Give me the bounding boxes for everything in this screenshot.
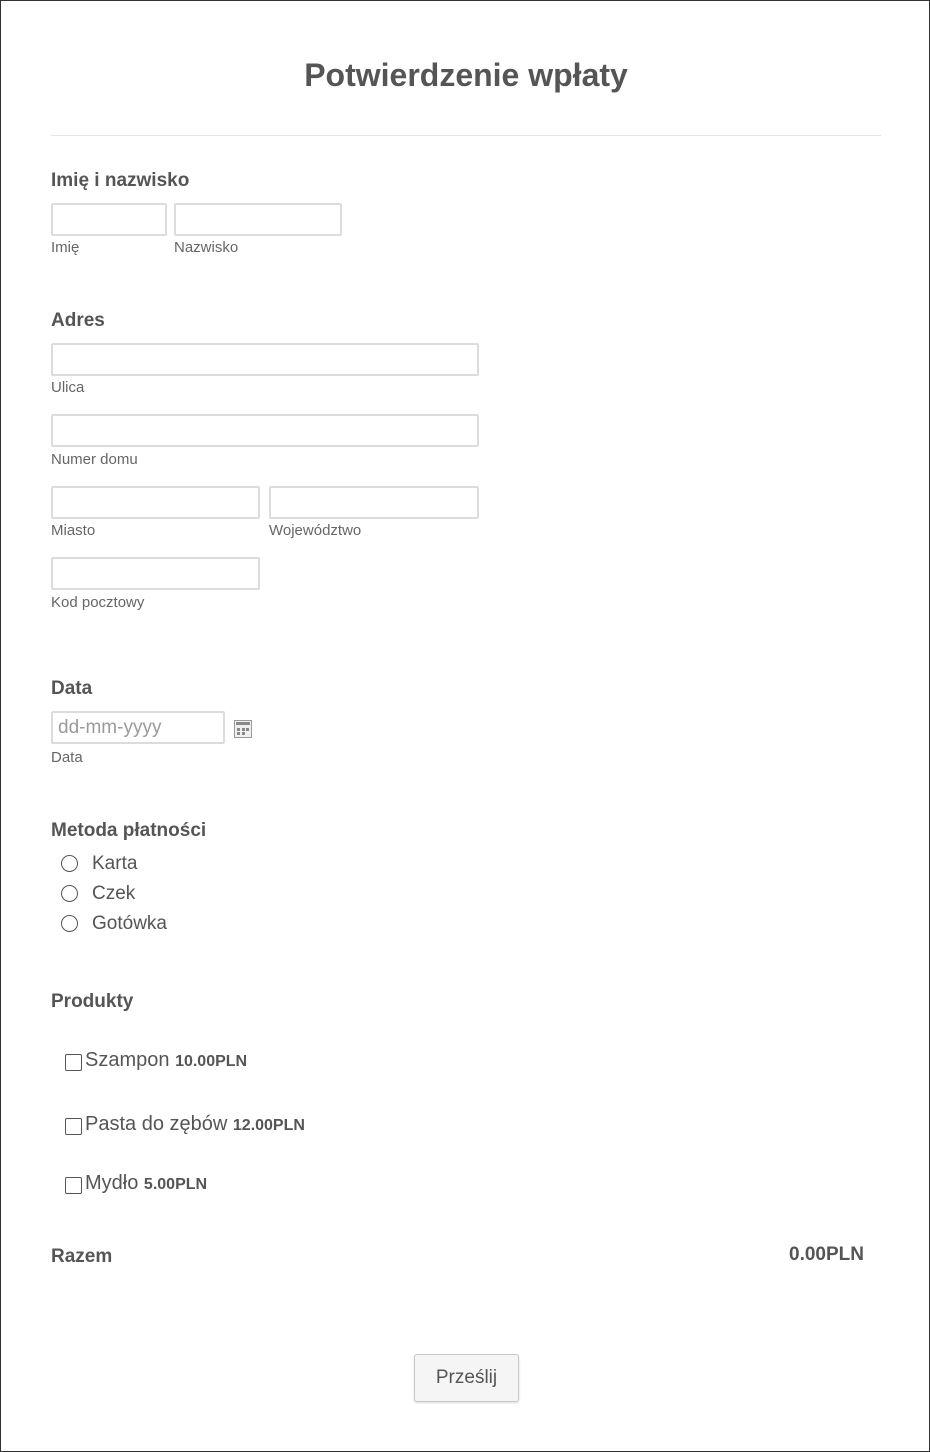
name-section-label: Imię i nazwisko: [51, 170, 190, 191]
payment-option-label[interactable]: Gotówka: [92, 913, 167, 934]
street-input[interactable]: [51, 343, 479, 376]
last-name-sublabel: Nazwisko: [174, 239, 239, 256]
region-input[interactable]: [269, 486, 479, 519]
product-name: Pasta do zębów: [85, 1113, 228, 1135]
house-number-input[interactable]: [51, 414, 479, 447]
payment-option-label[interactable]: Czek: [92, 883, 136, 904]
payment-radio-gotowka[interactable]: [61, 915, 78, 932]
postal-code-input[interactable]: [51, 557, 260, 590]
product-price: 12.00PLN: [232, 1117, 305, 1134]
payment-radio-czek[interactable]: [61, 885, 78, 902]
product-name: Mydło: [85, 1172, 139, 1194]
address-section-label: Adres: [51, 310, 105, 331]
postal-code-sublabel: Kod pocztowy: [51, 594, 145, 611]
total-label: Razem: [51, 1246, 113, 1267]
product-item[interactable]: [85, 1049, 247, 1072]
product-item[interactable]: [85, 1172, 207, 1195]
product-name: Szampon: [85, 1049, 170, 1071]
city-sublabel: Miasto: [51, 522, 96, 539]
total-value: 0.00PLN: [789, 1244, 864, 1265]
product-item[interactable]: [85, 1113, 305, 1136]
date-input[interactable]: dd-mm-yyyy: [51, 711, 225, 744]
payment-radio-karta[interactable]: [61, 855, 78, 872]
first-name-sublabel: Imię: [51, 239, 80, 256]
product-price: 5.00PLN: [143, 1176, 208, 1193]
product-checkbox-pasta[interactable]: [65, 1118, 82, 1135]
house-number-sublabel: Numer domu: [51, 451, 138, 468]
title-divider: [51, 135, 881, 136]
street-sublabel: Ulica: [51, 379, 85, 396]
first-name-input[interactable]: [51, 203, 167, 236]
calendar-icon[interactable]: [234, 720, 252, 738]
product-checkbox-szampon[interactable]: [65, 1054, 82, 1071]
date-section-label: Data: [51, 678, 93, 699]
city-input[interactable]: [51, 486, 260, 519]
submit-button[interactable]: Prześlij: [414, 1354, 519, 1402]
product-price: 10.00PLN: [175, 1053, 248, 1070]
payment-option-label[interactable]: Karta: [92, 853, 138, 874]
region-sublabel: Województwo: [269, 522, 362, 539]
page-title: Potwierdzenie wpłaty: [304, 57, 628, 93]
last-name-input[interactable]: [174, 203, 342, 236]
product-checkbox-mydlo[interactable]: [65, 1177, 82, 1194]
date-sublabel: Data: [51, 749, 83, 766]
products-section-label: Produkty: [51, 991, 134, 1012]
payment-section-label: Metoda płatności: [51, 820, 207, 841]
